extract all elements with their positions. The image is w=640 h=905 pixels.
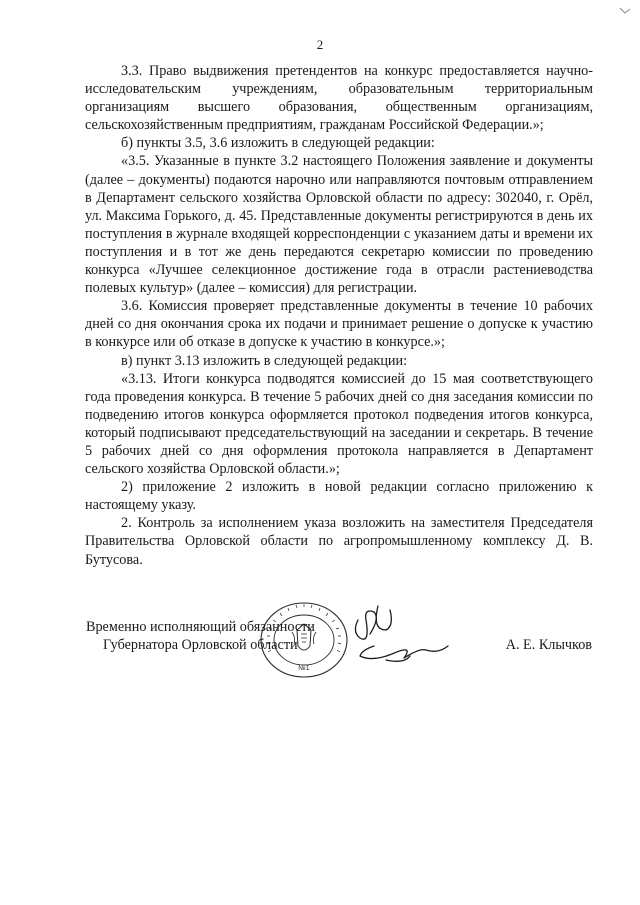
paragraph-3-3: 3.3. Право выдвижения претендентов на конкурс предоставляется научно-исследовательским учреждениям, образовательным территориальным организациям высшего образования, общественным организациям, сельскохозяйственным предприятиям, гражданам Российской Федерации.»; [85,63,593,134]
paragraph-v: в) пункт 3.13 изложить в следующей редакции: [121,352,408,369]
paragraph-2-appendix: 2) приложение 2 изложить в новой редакции согласно приложению к настоящему указу. [85,479,593,514]
paragraph-3-6: 3.6. Комиссия проверяет представленные документы в течение 10 рабочих дней со дня окончания срока их подачи и принимает решение о допуске к участию в конкурсе или об отказе в допуске к участию в конкурсе.»; [85,298,593,351]
paragraph-b: б) пункты 3.5, 3.6 изложить в следующей редакции: [121,135,435,152]
paragraph-3-13: «3.13. Итоги конкурса подводятся комиссией до 15 мая соответствующего года проведения конкурса. В течение 5 рабочих дней со дня заседания комиссии по подведению итогов конкурса оформляется протокол подведения итогов конкурса, который подписывают председательствующий на заседании и секретарь. В течение 5 рабочих дней со дня оформления протокола направляется в Департамент сельского хозяйства Орловской области.»; [85,370,593,478]
handwritten-signature-icon [344,600,452,686]
document-body [85,62,593,569]
signatory-title-line-2: Губернатора Орловской области [103,637,298,653]
signature-block [0,600,640,710]
signatory-name: А. Е. Клычков [505,637,592,653]
paragraph-3-5: «3.5. Указанные в пункте 3.2 настоящего Положения заявление и документы (далее – документы) подаются нарочно или направляются почтовым отправлением в Департамент сельского хозяйства Орловской области по адресу: 302040, г. Орёл, ул. Максима Горького, д. 45. Представленные документы регистрируются в день их поступления в журнале входящей корреспонденции с указанием даты и времени их поступления и в тот же день передаются секретарю комиссии по проведению конкурса «Лучшее селекционное достижение года в отрасли растениеводства полевых культур» (далее – комиссия) для регистрации. [85,153,593,297]
corner-mark-icon [618,6,632,16]
page-number: 2 [316,37,324,52]
paragraph-control: 2. Контроль за исполнением указа возложить на заместителя Председателя Правительства Орловской области по агропромышленному комплексу Д. В. Бутусова. [85,515,593,568]
seal-number: №1 [298,665,310,672]
signatory-title-line-1: Временно исполняющий обязанности [86,619,315,635]
